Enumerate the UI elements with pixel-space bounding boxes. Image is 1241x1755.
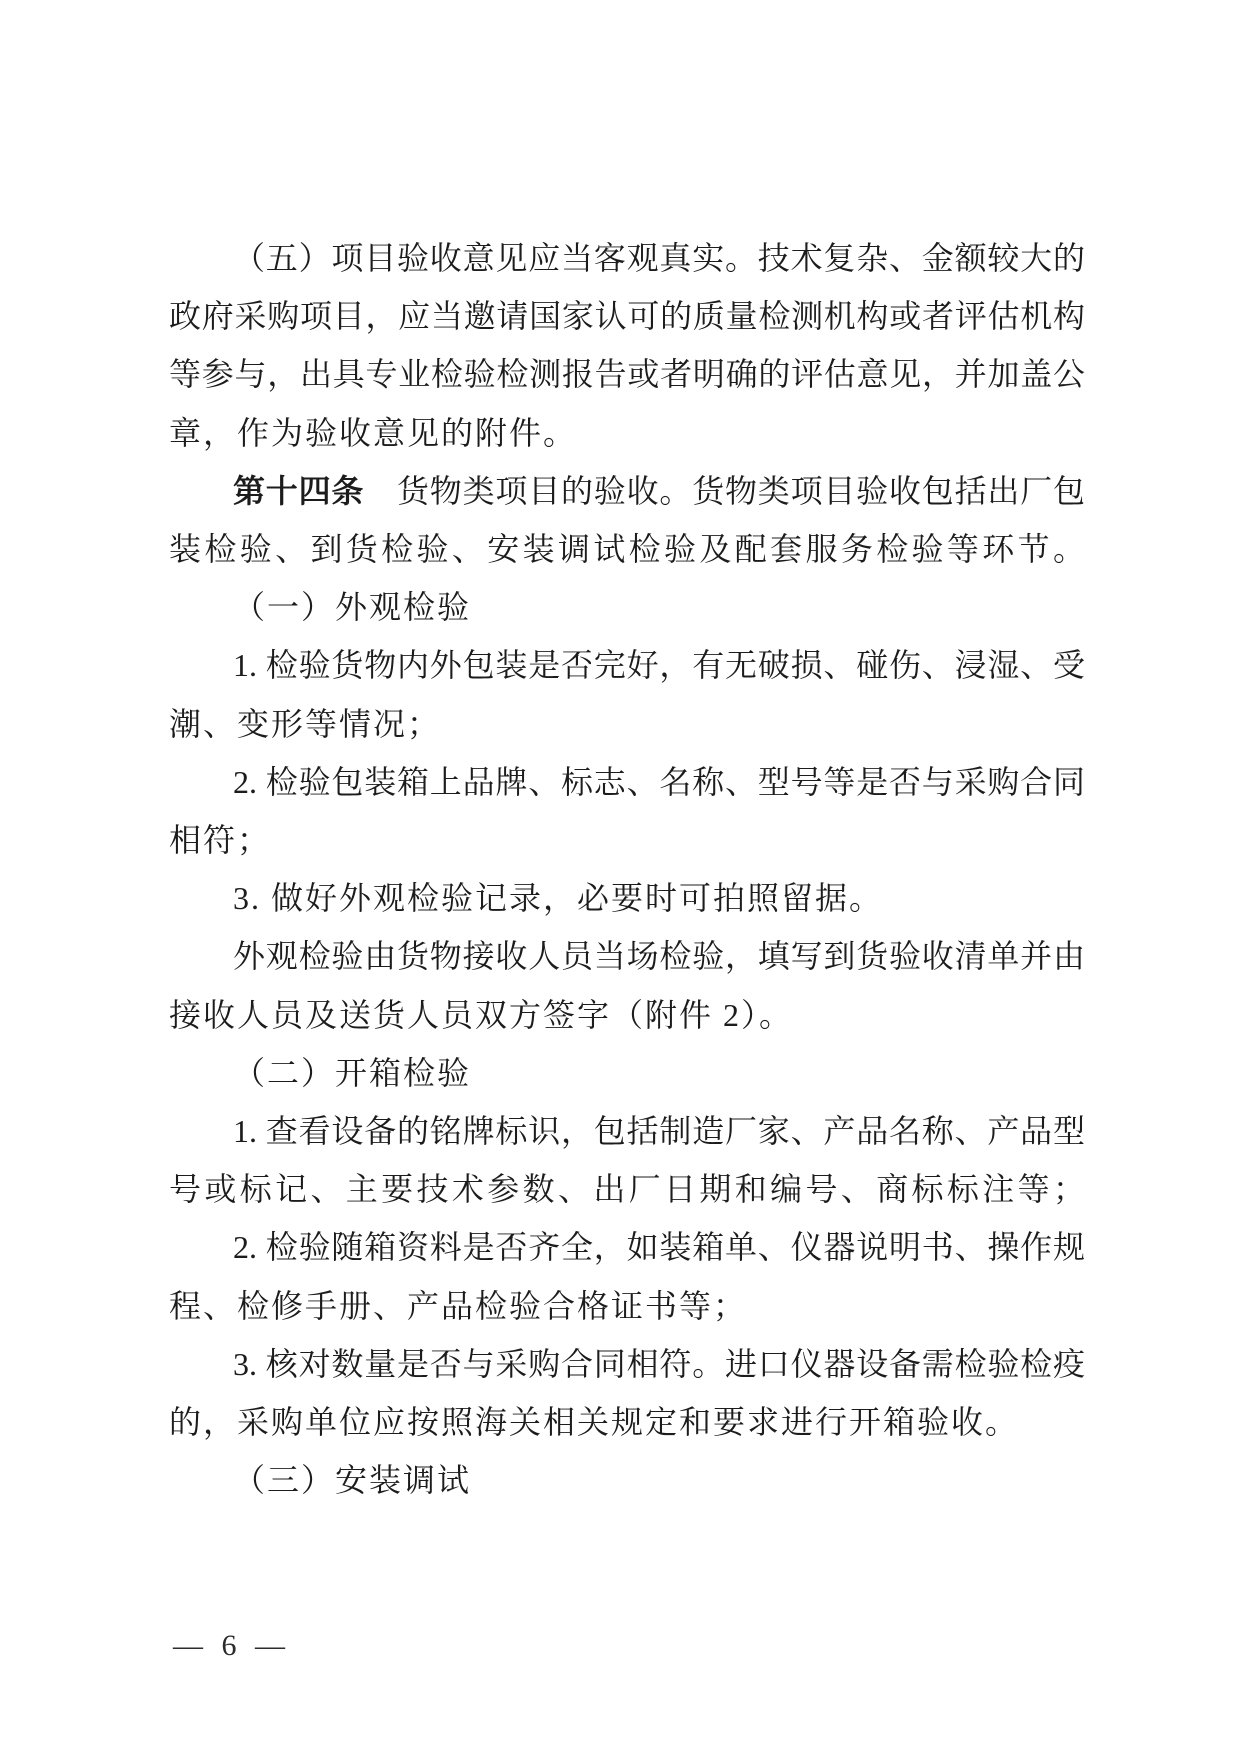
document-body	[169, 229, 1085, 1509]
text-line: 外观检验由货物接收人员当场检验，填写到货验收清单并由	[233, 938, 1085, 975]
paragraph-item-3b	[169, 1335, 1085, 1451]
paragraph-article-14	[169, 462, 1085, 578]
text-line	[169, 462, 1085, 520]
text-line: 1. 查看设备的铭牌标识，包括制造厂家、产品名称、产品型	[233, 1113, 1085, 1150]
text-line: 2. 检验包装箱上品牌、标志、名称、型号等是否与采购合同	[233, 763, 1085, 800]
paragraph-note	[169, 927, 1085, 1043]
text-run: 货物类项目的验收。货物类项目验收包括出厂包	[364, 472, 1085, 509]
paragraph-item-1b	[169, 1102, 1085, 1218]
text-line: 3. 核对数量是否与采购合同相符。进口仪器设备需检验检疫	[233, 1345, 1085, 1382]
paragraph-section-3-heading	[169, 1451, 1085, 1509]
text-line: 等参与，出具专业检验检测报告或者明确的评估意见，并加盖公	[169, 356, 1085, 393]
page-number: — 6 —	[173, 1629, 286, 1662]
paragraph-item-2	[169, 753, 1085, 869]
text-line: 3. 做好外观检验记录，必要时可拍照留据。	[233, 880, 884, 917]
text-line: 政府采购项目，应当邀请国家认可的质量检测机构或者评估机构	[169, 298, 1085, 335]
text-line: 的，采购单位应按照海关相关规定和要求进行开箱验收。	[169, 1404, 1020, 1441]
text-line: 装检验、到货检验、安装调试检验及配套服务检验等环节。	[169, 531, 1085, 568]
paragraph-item-3	[169, 869, 1085, 927]
text-line: 相符；	[169, 822, 272, 859]
text-line: （三）安装调试	[233, 1462, 472, 1499]
article-number: 第十四条	[233, 472, 365, 509]
text-line: （二）开箱检验	[233, 1054, 472, 1091]
text-line: 潮、变形等情况；	[169, 705, 442, 742]
text-line: 接收人员及送货人员双方签字（附件 2）。	[169, 996, 794, 1033]
text-line: 程、检修手册、产品检验合格证书等；	[169, 1287, 748, 1324]
text-line: 章，作为验收意见的附件。	[169, 414, 578, 451]
text-line: 2. 检验随箱资料是否齐全，如装箱单、仪器说明书、操作规	[233, 1229, 1085, 1266]
text-line: （一）外观检验	[233, 589, 472, 626]
paragraph-clause-5	[169, 229, 1085, 462]
text-line: 1. 检验货物内外包装是否完好，有无破损、碰伤、浸湿、受	[233, 647, 1085, 684]
paragraph-item-2b	[169, 1218, 1085, 1334]
paragraph-item-1	[169, 636, 1085, 752]
paragraph-section-1-heading	[169, 578, 1085, 636]
paragraph-section-2-heading	[169, 1044, 1085, 1102]
text-line: 号或标记、主要技术参数、出厂日期和编号、商标标注等；	[169, 1171, 1085, 1208]
text-line: （五）项目验收意见应当客观真实。技术复杂、金额较大的	[233, 240, 1085, 276]
